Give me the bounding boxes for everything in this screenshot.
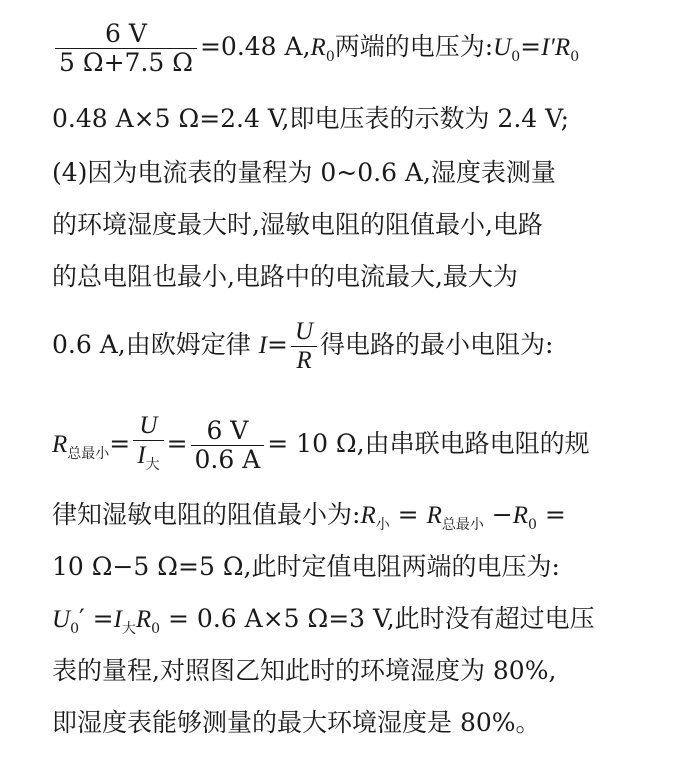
fraction-u-over-i: [133, 412, 163, 479]
subscript: 0: [70, 621, 79, 637]
symbol: U: [493, 34, 512, 61]
line-10: [52, 604, 595, 644]
numerator: 6 V: [105, 19, 147, 48]
denominator: R: [291, 346, 317, 375]
symbol: R: [512, 502, 529, 529]
line-4: 的环境湿度最大时,湿敏电阻的阻值最小,电路: [52, 210, 543, 239]
line-11: 表的量程,对照图乙知此时的环境湿度为 80%,: [52, 656, 557, 685]
symbol: I: [113, 606, 122, 633]
text: =: [266, 330, 288, 359]
line-9: 10 Ω−5 Ω=5 Ω,此时定值电阻两端的电压为:: [52, 552, 560, 581]
line-1: [52, 20, 579, 77]
text: ′ =: [78, 604, 114, 633]
subscript: 0: [325, 49, 335, 65]
denominator: [133, 440, 163, 479]
fraction-current: [55, 20, 197, 77]
symbol: I: [137, 442, 146, 469]
subscript: 大: [145, 457, 160, 473]
fraction-ohm: [291, 318, 317, 375]
line-5: 的总电阻也最小,电路中的电流最大,最大为: [52, 262, 518, 291]
subscript: 小: [375, 517, 390, 533]
text: =: [166, 429, 188, 458]
subscript: 0: [528, 517, 537, 533]
symbol: U: [52, 606, 71, 633]
text: 律知湿敏电阻的阻值最小为:: [52, 500, 361, 529]
subscript: 总最小: [441, 517, 484, 533]
symbol: I′R: [541, 34, 571, 61]
numerator: U: [294, 318, 313, 345]
text: =: [536, 500, 566, 529]
text: =0.48 A,: [199, 32, 311, 61]
subscript: 大: [121, 621, 136, 637]
line-7: [52, 412, 590, 479]
text: =: [520, 32, 542, 61]
text: =: [389, 500, 427, 529]
text: = 10 Ω,由串联电路电阻的规: [267, 429, 590, 458]
subscript: 0: [151, 621, 161, 637]
line-8: [52, 500, 566, 540]
text: 两端的电压为:: [334, 32, 494, 61]
text: = 0.6 A×5 Ω=3 V,此时没有超过电压: [160, 604, 595, 633]
subscript: 0: [570, 49, 580, 65]
symbol: R: [426, 502, 442, 529]
line-2: 0.48 A×5 Ω=2.4 V,即电压表的示数为 2.4 V;: [52, 104, 570, 133]
symbol: R: [135, 606, 152, 633]
symbol: I: [258, 332, 267, 359]
line-12: 即湿度表能够测量的最大环境湿度是 80%。: [52, 708, 541, 737]
symbol: R: [310, 34, 326, 61]
text: 0.6 A,由欧姆定律: [52, 330, 259, 359]
denominator: 5 Ω+7.5 Ω: [55, 48, 197, 77]
text: −: [483, 500, 513, 529]
fraction-values: [191, 417, 265, 474]
text: 得电路的最小电阻为:: [320, 330, 554, 359]
line-6: [52, 318, 553, 375]
denominator: 0.6 A: [191, 445, 265, 474]
symbol: R: [360, 502, 376, 529]
numerator: 6 V: [206, 416, 249, 445]
subscript: 0: [511, 49, 521, 65]
numerator: U: [139, 412, 158, 439]
line-3: (4)因为电流表的量程为 0~0.6 A,湿度表测量: [52, 158, 556, 187]
subscript: 总最小: [67, 446, 110, 462]
text: =: [109, 429, 131, 458]
symbol: R: [52, 431, 68, 458]
